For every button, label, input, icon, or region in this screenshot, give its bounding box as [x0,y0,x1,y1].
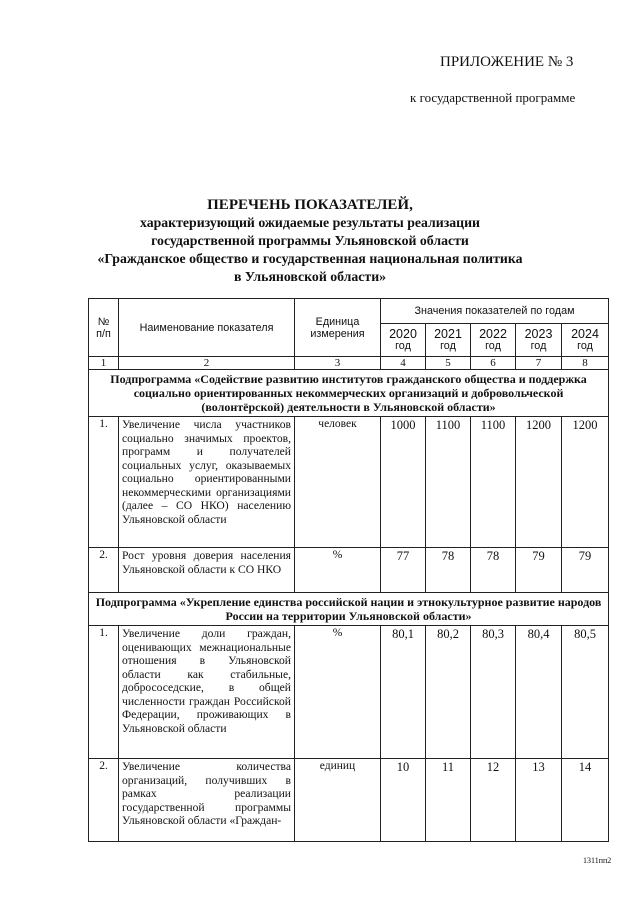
indicator-value: 80,5 [562,626,609,759]
indicator-value: 1000 [381,417,426,548]
indicator-name: Увеличение количества организаций, получивших в рамках реализации государственной программы Ульяновской области «Граждан- [119,759,295,842]
column-number: 4 [381,357,426,370]
column-number: 2 [119,357,295,370]
year-unit: год [395,340,411,352]
table-body [89,370,609,842]
column-number: 1 [89,357,119,370]
title-line-3: государственной программы Ульяновской области [151,233,469,248]
year-header [471,324,516,357]
annex-label: ПРИЛОЖЕНИЕ № 3 [440,54,574,70]
footer-code: 1311пп2 [583,856,612,865]
indicator-unit: человек [295,417,381,548]
indicator-value: 10 [381,759,426,842]
indicator-value: 11 [426,759,471,842]
indicator-name: Увеличение доли граждан, оценивающих межнациональные отношения в Ульяновской области как стабильные, добрососедские, в общей численности граждан Российской Федерации, проживающих в Ульяновской области [119,626,295,759]
title-line-1: ПЕРЕЧЕНЬ ПОКАЗАТЕЛЕЙ, [207,197,413,213]
indicator-name: Рост уровня доверия населения Ульяновской области к СО НКО [119,548,295,593]
indicator-value: 1200 [562,417,609,548]
year-header [562,324,609,357]
document-title [90,196,530,286]
section-row [89,370,609,417]
year-value: 2021 [434,327,462,341]
indicator-value: 80,3 [471,626,516,759]
col-unit-header: Единица измерения [295,299,381,357]
indicator-unit: % [295,548,381,593]
row-number: 1. [89,417,119,548]
row-number: 2. [89,548,119,593]
year-value: 2022 [479,327,507,341]
year-unit: год [577,340,593,352]
indicator-value: 1100 [426,417,471,548]
section-title: Подпрограмма «Содействие развитию институтов гражданского общества и поддержка социально ориентированных некоммерческих организаций и добровольческой (волонтёрской) деятельности в Ульяновской области» [89,370,609,417]
column-number: 8 [562,357,609,370]
indicator-value: 80,1 [381,626,426,759]
table-row [89,759,609,842]
year-value: 2023 [524,327,553,341]
title-line-2: характеризующий ожидаемые результаты реализации [139,215,480,230]
column-number: 6 [471,357,516,370]
indicator-value: 79 [562,548,609,593]
header-row [89,299,609,324]
column-numbers-row [89,357,609,370]
column-number: 3 [295,357,381,370]
title-line-4: «Гражданское общество и государственная национальная политика [97,251,523,266]
year-value: 2020 [389,327,417,341]
year-unit: год [530,340,547,352]
column-number: 7 [516,357,562,370]
indicator-value: 77 [381,548,426,593]
indicator-value: 79 [516,548,562,593]
table-row [89,626,609,759]
indicator-value: 1200 [516,417,562,548]
indicator-value: 12 [471,759,516,842]
indicator-name: Увеличение числа участников социально значимых проектов, программ и получателей социальных услуг, оказываемых социально ориентированными некоммерческими организациями (далее – СО НКО) населению Ульяновской области [119,417,295,548]
indicator-value: 13 [516,759,562,842]
year-header [426,324,471,357]
year-unit: год [485,340,501,352]
indicator-value: 78 [471,548,516,593]
row-number: 2. [89,759,119,842]
year-header [516,324,562,357]
section-row [89,593,609,626]
indicator-value: 80,4 [516,626,562,759]
indicator-value: 80,2 [426,626,471,759]
table-row [89,548,609,593]
col-num-header: № п/п [89,299,119,357]
title-line-5: в Ульяновской области» [233,269,387,284]
col-name-header: Наименование показателя [119,299,295,357]
column-number: 5 [426,357,471,370]
section-title: Подпрограмма «Укрепление единства российской нации и этнокультурное развитие народов России на территории Ульяновской области» [89,593,609,626]
indicator-value: 78 [426,548,471,593]
table-row [89,417,609,548]
indicator-unit: % [295,626,381,759]
annex-subtitle: к государственной программе [410,90,576,105]
indicators-table [88,298,609,842]
indicator-value: 14 [562,759,609,842]
row-number: 1. [89,626,119,759]
year-header [381,324,426,357]
year-unit: год [440,340,456,352]
indicator-value: 1100 [471,417,516,548]
year-value: 2024 [571,327,599,341]
indicator-unit: единиц [295,759,381,842]
col-values-header: Значения показателей по годам [381,299,609,324]
